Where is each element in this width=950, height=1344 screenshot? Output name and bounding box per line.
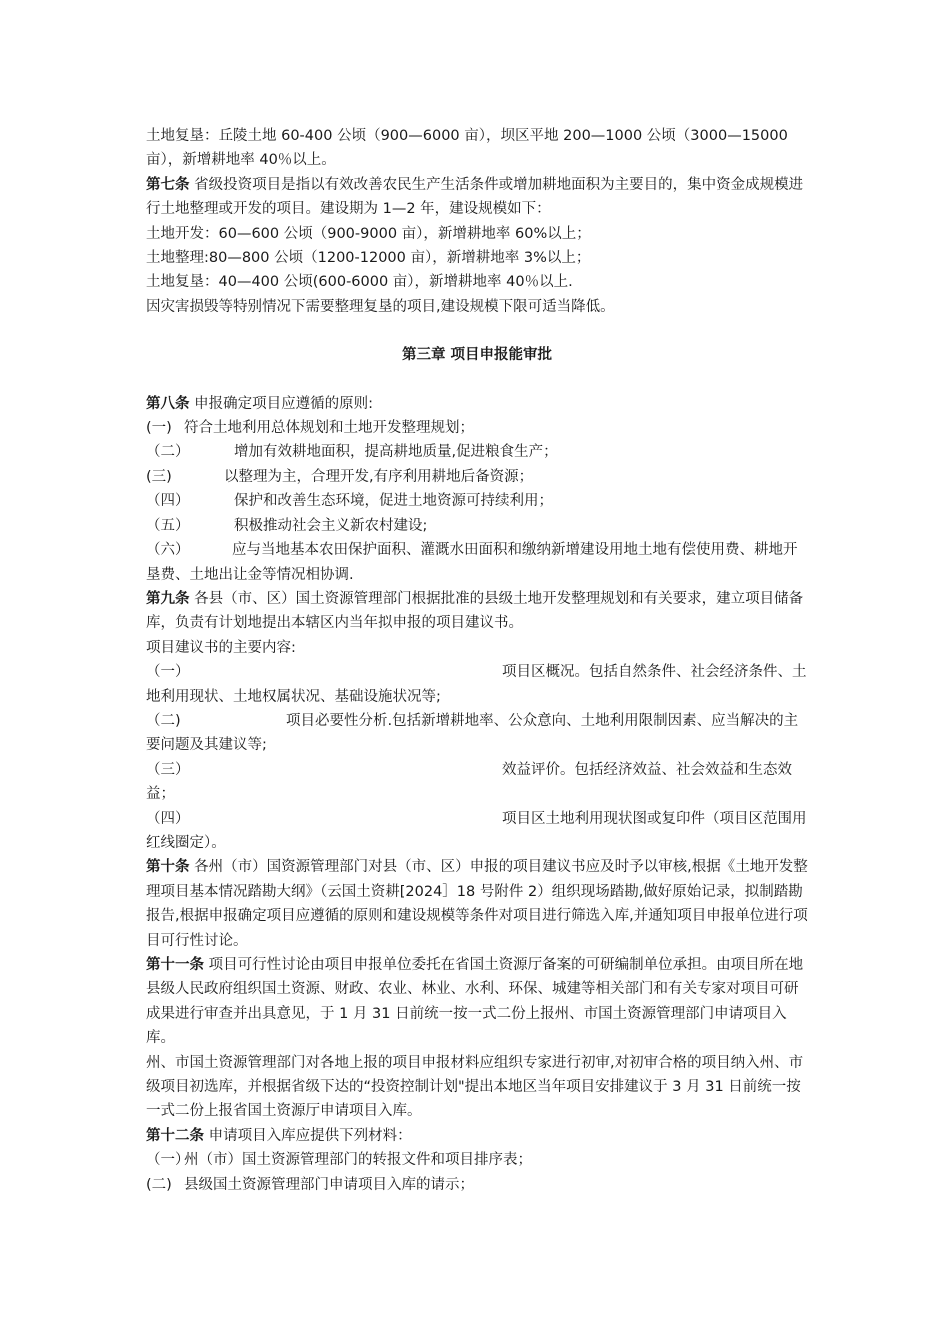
proposal-item bbox=[146, 807, 808, 856]
article-7-heading: 第七条 bbox=[146, 176, 190, 193]
article-9-heading: 第九条 bbox=[146, 590, 190, 607]
item-text: 以整理为主，合理开发,有序利用耕地后备资源； bbox=[224, 468, 534, 485]
item-text: 应与当地基本农田保护面积、灌溉水田面积和缴纳新增建设用地土地有偿使用费、耕地开垦费、土地出让金等情况相协调. bbox=[146, 542, 798, 583]
chapter-title: 第三章 项目申报能审批 bbox=[401, 347, 553, 364]
item-number: （三） bbox=[146, 761, 190, 778]
principle-item bbox=[146, 514, 808, 538]
item-text: 项目区土地利用现状图或复印件（项目区范围用红线圈定）。 bbox=[146, 810, 807, 851]
article-8-heading: 第八条 bbox=[146, 395, 190, 412]
principle-item bbox=[146, 538, 808, 587]
article-11-heading: 第十一条 bbox=[146, 957, 204, 973]
paragraph-land-development: 土地开发：60—600 公顷（900-9000 亩），新增耕地率 60%以上； bbox=[146, 225, 591, 242]
item-number: （一） bbox=[146, 664, 190, 681]
item-text: 州（市）国土资源管理部门的转报文件和项目排序表； bbox=[184, 1152, 532, 1169]
proposal-item bbox=[146, 758, 808, 807]
item-number: （四） bbox=[146, 493, 190, 510]
item-text: 县级国土资源管理部门申请项目入库的请示； bbox=[184, 1176, 474, 1193]
item-text: 项目必要性分析.包括新增耕地率、公众意向、土地利用限制因素、应当解决的主要问题及其建议等; bbox=[146, 712, 799, 754]
article-9 bbox=[146, 587, 808, 636]
article-10-text: 各州（市）国资源管理部门对县（市、区）申报的项目建议书应及时予以审核,根据《土地开发整理项目基本情况踏勘大纲》（云国土资耕[2024］18 号附件 2）组织现场踏勘,做好原始记录，拟制踏勘报告,根据申报确定项目应遵循的原则和建设规模等条件对项目进行筛选入库,并通知项目申报单位进行项目可行性讨论。 bbox=[146, 859, 808, 949]
item-number: （五） bbox=[146, 517, 190, 534]
paragraph-land-reclamation-county: 土地复垦：丘陵土地 60-400 公顷（900—6000 亩），坝区平地 200—1000 公顷（3000—15000 亩），新增耕地率 40％以上。 bbox=[146, 128, 788, 169]
item-text: 项目区概况。包括自然条件、社会经济条件、土地利用现状、土地权属状况、基础设施状况等; bbox=[146, 664, 807, 705]
article-12 bbox=[146, 1124, 808, 1148]
item-text: 增加有效耕地面积，提高耕地质量,促进粮食生产； bbox=[234, 444, 558, 461]
item-number: （二） bbox=[146, 444, 190, 461]
item-text: 积极推动社会主义新农村建设; bbox=[234, 517, 428, 534]
principle-item bbox=[146, 416, 808, 440]
item-number: (三) bbox=[146, 468, 172, 485]
item-text: 效益评价。包括经济效益、社会效益和生态效益； bbox=[146, 761, 792, 803]
item-number: （一） bbox=[146, 1152, 190, 1169]
item-number: (一) bbox=[146, 420, 172, 437]
item-number: （六） bbox=[146, 542, 190, 559]
item-text: 符合土地利用总体规划和土地开发整理规划； bbox=[184, 420, 474, 437]
item-number: （二) bbox=[146, 712, 181, 729]
principle-item bbox=[146, 489, 808, 513]
principle-item bbox=[146, 440, 808, 464]
article-10-heading: 第十条 bbox=[146, 859, 190, 876]
proposal-contents-heading: 项目建议书的主要内容: bbox=[146, 639, 296, 656]
article-12-heading: 第十二条 bbox=[146, 1127, 204, 1144]
article-8 bbox=[146, 392, 808, 416]
article-11-paragraph-2: 州、市国土资源管理部门对各地上报的项目申报材料应组织专家进行初审,对初审合格的项目纳入州、市级项目初选库，并根据省级下达的“投资控制计划"提出本地区当年项目安排建议于 3 月 31 日前统一按一式二份上报省国土资源厅申请项目入库。 bbox=[146, 1054, 804, 1120]
item-number: （四） bbox=[146, 810, 190, 827]
document-page bbox=[146, 124, 808, 1197]
item-number: (二) bbox=[146, 1176, 172, 1193]
principle-item bbox=[146, 465, 808, 489]
paragraph-land-consolidation: 土地整理:80—800 公顷（1200-12000 亩），新增耕地率 3%以上； bbox=[146, 250, 591, 267]
material-item bbox=[146, 1173, 808, 1197]
item-text: 保护和改善生态环境，促进土地资源可持续利用； bbox=[234, 493, 553, 510]
article-7 bbox=[146, 173, 808, 222]
article-7-text: 省级投资项目是指以有效改善农民生产生活条件或增加耕地面积为主要目的，集中资金成规模进行土地整理或开发的项目。建设期为 1—2 年，建设规模如下： bbox=[146, 176, 804, 218]
proposal-item bbox=[146, 709, 808, 758]
article-11 bbox=[146, 953, 808, 1051]
article-12-text: 申请项目入库应提供下列材料： bbox=[204, 1127, 412, 1144]
article-10 bbox=[146, 855, 808, 953]
proposal-item bbox=[146, 660, 808, 709]
paragraph-land-reclamation: 土地复垦：40—400 公顷(600-6000 亩），新增耕地率 40％以上. bbox=[146, 274, 573, 291]
paragraph-disaster-exception: 因灾害损毁等特别情况下需要整理复垦的项目,建设规模下限可适当降低。 bbox=[146, 298, 615, 315]
article-11-text: 项目可行性讨论由项目申报单位委托在省国土资源厅备案的可研编制单位承担。由项目所在地县级人民政府组织国土资源、财政、农业、林业、水利、环保、城建等相关部门和有关专家对项目可研成果进行审查并出具意见，于 1 月 31 日前统一按一式二份上报州、市国土资源管理部门申请项目入库。 bbox=[146, 957, 804, 1047]
material-item bbox=[146, 1148, 808, 1172]
article-8-text: 申报确定项目应遵循的原则: bbox=[189, 395, 373, 412]
article-9-text: 各县（市、区）国土资源管理部门根据批准的县级土地开发整理规划和有关要求，建立项目储备库，负责有计划地提出本辖区内当年拟申报的项目建议书。 bbox=[146, 590, 804, 632]
